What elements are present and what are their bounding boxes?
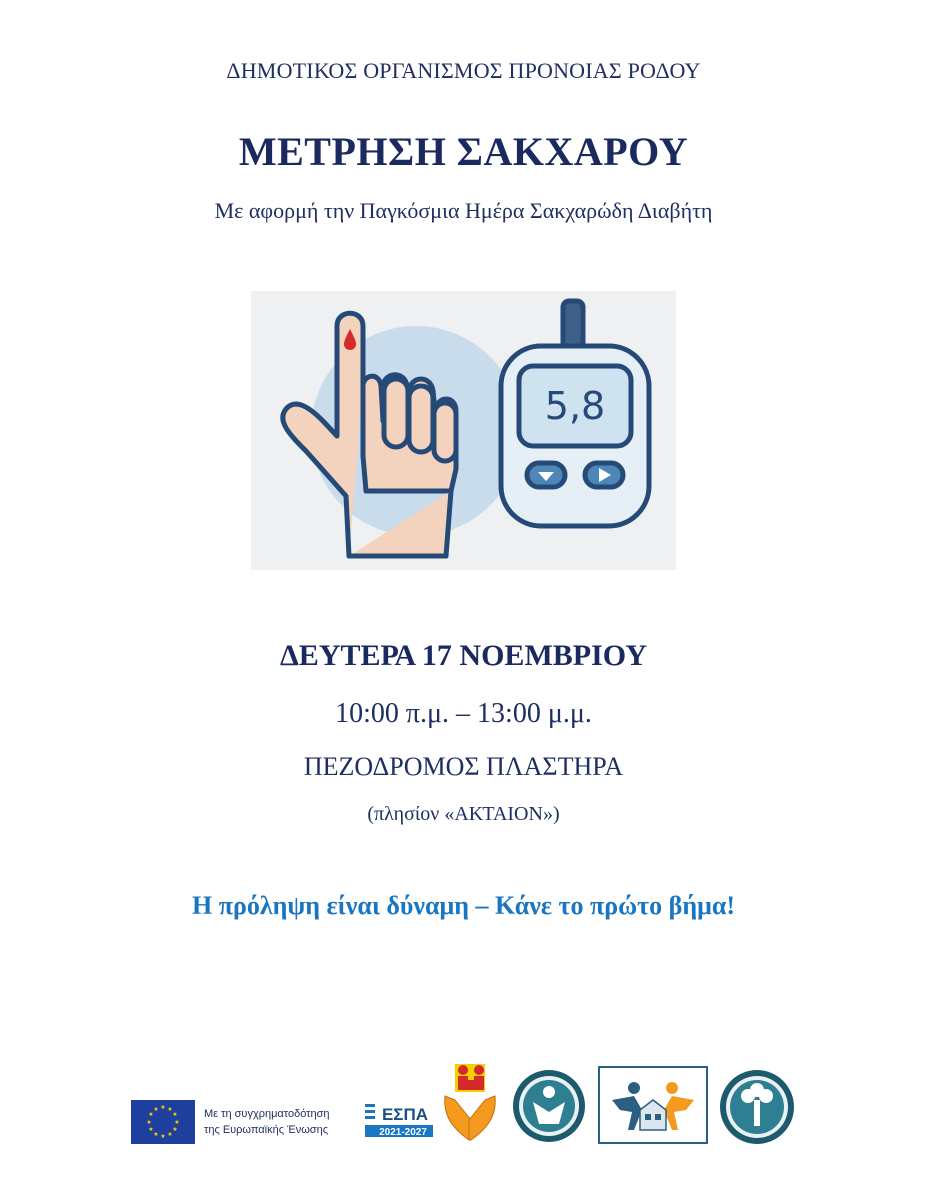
eu-cofunding-text <box>204 1106 330 1138</box>
svg-text:★: ★ <box>174 1119 180 1126</box>
slogan: Η πρόληψη είναι δύναμη – Κάνε το πρώτο βήμα! <box>191 891 736 920</box>
svg-text:★: ★ <box>167 1106 173 1113</box>
circular-emblem-logo <box>511 1068 587 1144</box>
glucose-meter-icon <box>251 291 676 570</box>
espa-label: ΕΣΠΑ <box>381 1105 429 1124</box>
event-date: ΔΕΥΤΕΡΑ 17 ΝΟΕΜΒΡΙΟΥ <box>280 639 647 672</box>
svg-text:★: ★ <box>167 1131 173 1138</box>
organization-name: ΔΗΜΟΤΙΚΟΣ ΟΡΓΑΝΙΣΜΟΣ ΠΡΟΝΟΙΑΣ ΡΟΔΟΥ <box>226 58 701 83</box>
svg-text:★: ★ <box>153 1131 159 1138</box>
svg-text:★: ★ <box>148 1111 154 1118</box>
event-landmark: (πλησίον «ΑΚΤΑΙΟΝ») <box>367 803 560 825</box>
svg-text:★: ★ <box>172 1126 178 1133</box>
eu-flag-icon <box>131 1100 195 1144</box>
social-house-logo <box>598 1066 708 1144</box>
svg-text:★: ★ <box>172 1111 178 1118</box>
svg-text:★: ★ <box>153 1106 159 1113</box>
family-care-logo <box>441 1060 499 1144</box>
meter-reading: 5,8 <box>544 384 606 428</box>
poster-subtitle: Με αφορμή την Παγκόσμια Ημέρα Σακχαρώδη Διαβήτη <box>214 198 713 223</box>
event-time: 10:00 π.μ. – 13:00 μ.μ. <box>335 698 592 729</box>
tree-emblem-logo <box>718 1068 796 1146</box>
espa-logo <box>363 1098 435 1146</box>
eu-line-2: της Ευρωπαϊκής Ένωσης <box>204 1124 328 1136</box>
svg-text:★: ★ <box>160 1133 166 1140</box>
espa-period: 2021-2027 <box>379 1127 427 1138</box>
poster-title: ΜΕΤΡΗΣΗ ΣΑΚΧΑΡΟΥ <box>238 129 689 174</box>
svg-text:★: ★ <box>146 1119 152 1126</box>
svg-text:★: ★ <box>148 1126 154 1133</box>
eu-line-1: Με τη συγχρηματοδότηση <box>204 1108 330 1120</box>
svg-text:★: ★ <box>160 1104 166 1111</box>
event-location: ΠΕΖΟΔΡΟΜΟΣ ΠΛΑΣΤΗΡΑ <box>303 752 624 781</box>
